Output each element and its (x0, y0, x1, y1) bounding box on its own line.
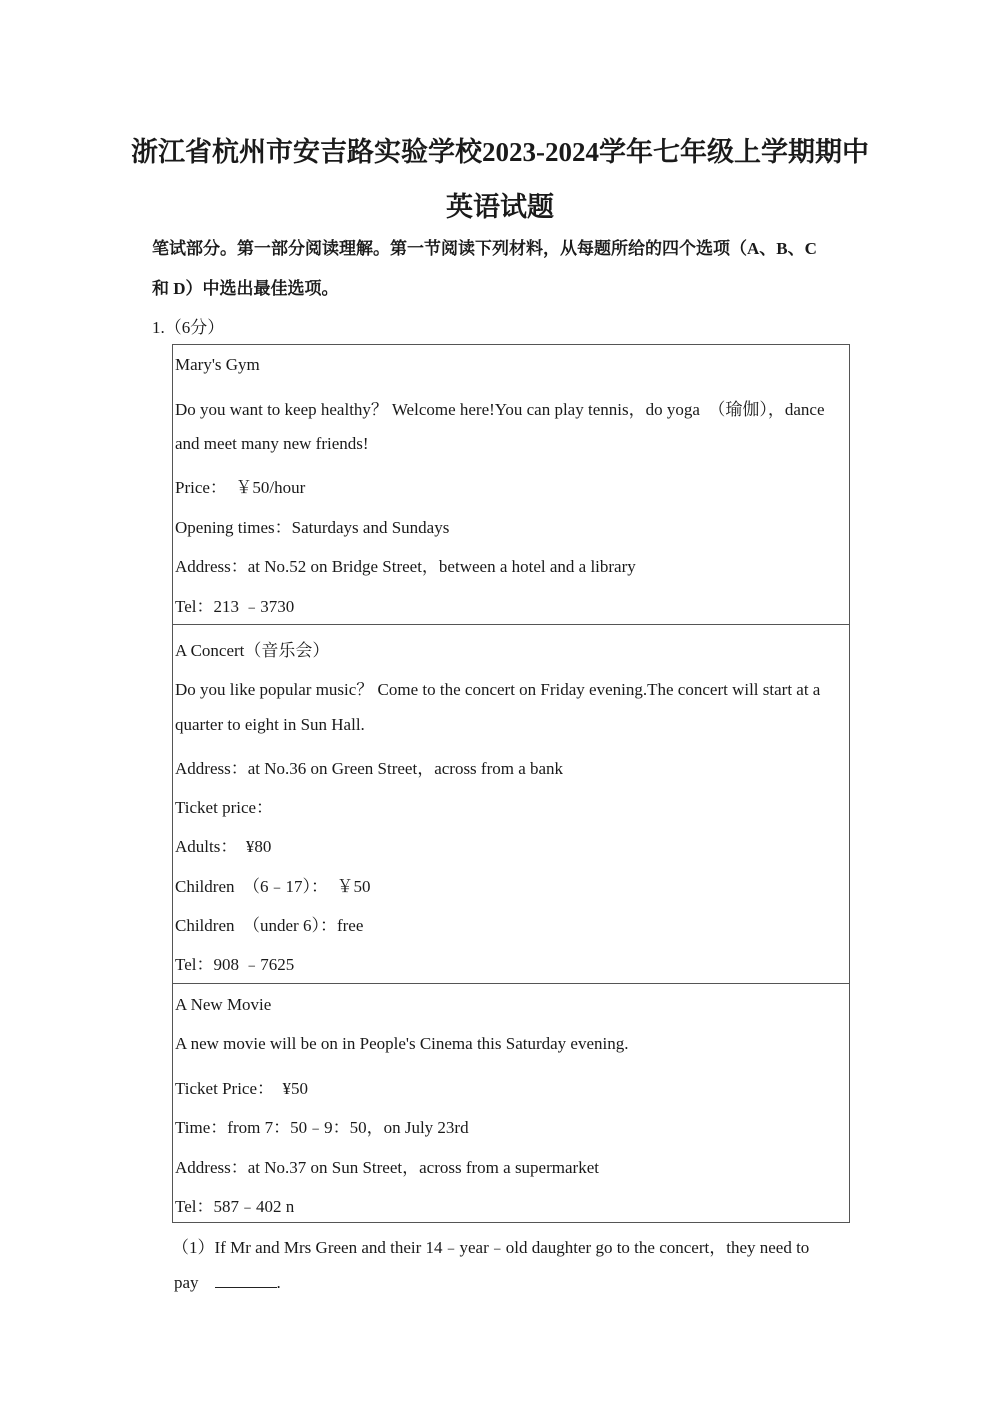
passage-box-new-movie (172, 983, 850, 1223)
movie-title: A New Movie (175, 995, 272, 1014)
movie-address: Address：at No.37 on Sun Street，across from a supermarket (175, 1158, 599, 1177)
concert-price-adults: Adults： ¥80 (175, 837, 272, 856)
gym-title: Mary's Gym (175, 355, 260, 374)
sub-question-1-continuation (174, 1273, 281, 1293)
gym-text-line2: and meet many new friends! (175, 434, 369, 453)
gym-text-line1: Do you want to keep healthy？ Welcome here!You can play tennis，do yoga （瑜伽），dance (175, 400, 825, 419)
gym-tel: Tel：213 ﹣3730 (175, 597, 295, 616)
document-title-line2: 英语试题 (446, 192, 554, 222)
concert-ticket-price-label: Ticket price： (175, 798, 274, 817)
sub-question-1-pay-label: pay (174, 1273, 199, 1292)
sub-question-1-period: . (276, 1273, 281, 1292)
question-number: 1.（6分） (152, 318, 225, 337)
concert-text-line2: quarter to eight in Sun Hall. (175, 715, 365, 734)
movie-text: A new movie will be on in People's Cinema this Saturday evening. (175, 1034, 629, 1053)
movie-tel: Tel：587﹣402 n (175, 1197, 295, 1216)
passage-box-concert (172, 624, 850, 984)
concert-address: Address：at No.36 on Green Street，across from a bank (175, 759, 564, 778)
movie-ticket-price: Ticket Price： ¥50 (175, 1079, 309, 1098)
sub-question-1-text: （1）If Mr and Mrs Green and their 14﹣year﹣old daughter go to the concert，they need to (172, 1238, 810, 1257)
movie-time: Time：from 7：50﹣9：50，on July 23rd (175, 1118, 469, 1137)
concert-title: A Concert（音乐会） (175, 641, 330, 660)
gym-opening-times: Opening times：Saturdays and Sundays (175, 518, 450, 537)
concert-price-children-6-17: Children （6﹣17）： ￥50 (175, 877, 371, 896)
passage-box-marys-gym (172, 344, 850, 625)
section-instructions-line1: 笔试部分。第一部分阅读理解。第一节阅读下列材料，从每题所给的四个选项（A、B、C (152, 239, 817, 258)
concert-tel: Tel：908 ﹣7625 (175, 955, 295, 974)
concert-text-line1: Do you like popular music？ Come to the concert on Friday evening.The concert will start at a (175, 680, 821, 699)
document-title-line1: 浙江省杭州市安吉路实验学校2023-2024学年七年级上学期期中 (131, 137, 869, 167)
section-instructions-line2: 和 D）中选出最佳选项。 (152, 279, 339, 298)
concert-price-children-under-6: Children （under 6）：free (175, 916, 364, 935)
gym-address: Address：at No.52 on Bridge Street，between a hotel and a library (175, 557, 636, 576)
answer-blank[interactable] (215, 1273, 277, 1288)
gym-price: Price： ￥50/hour (175, 478, 306, 497)
